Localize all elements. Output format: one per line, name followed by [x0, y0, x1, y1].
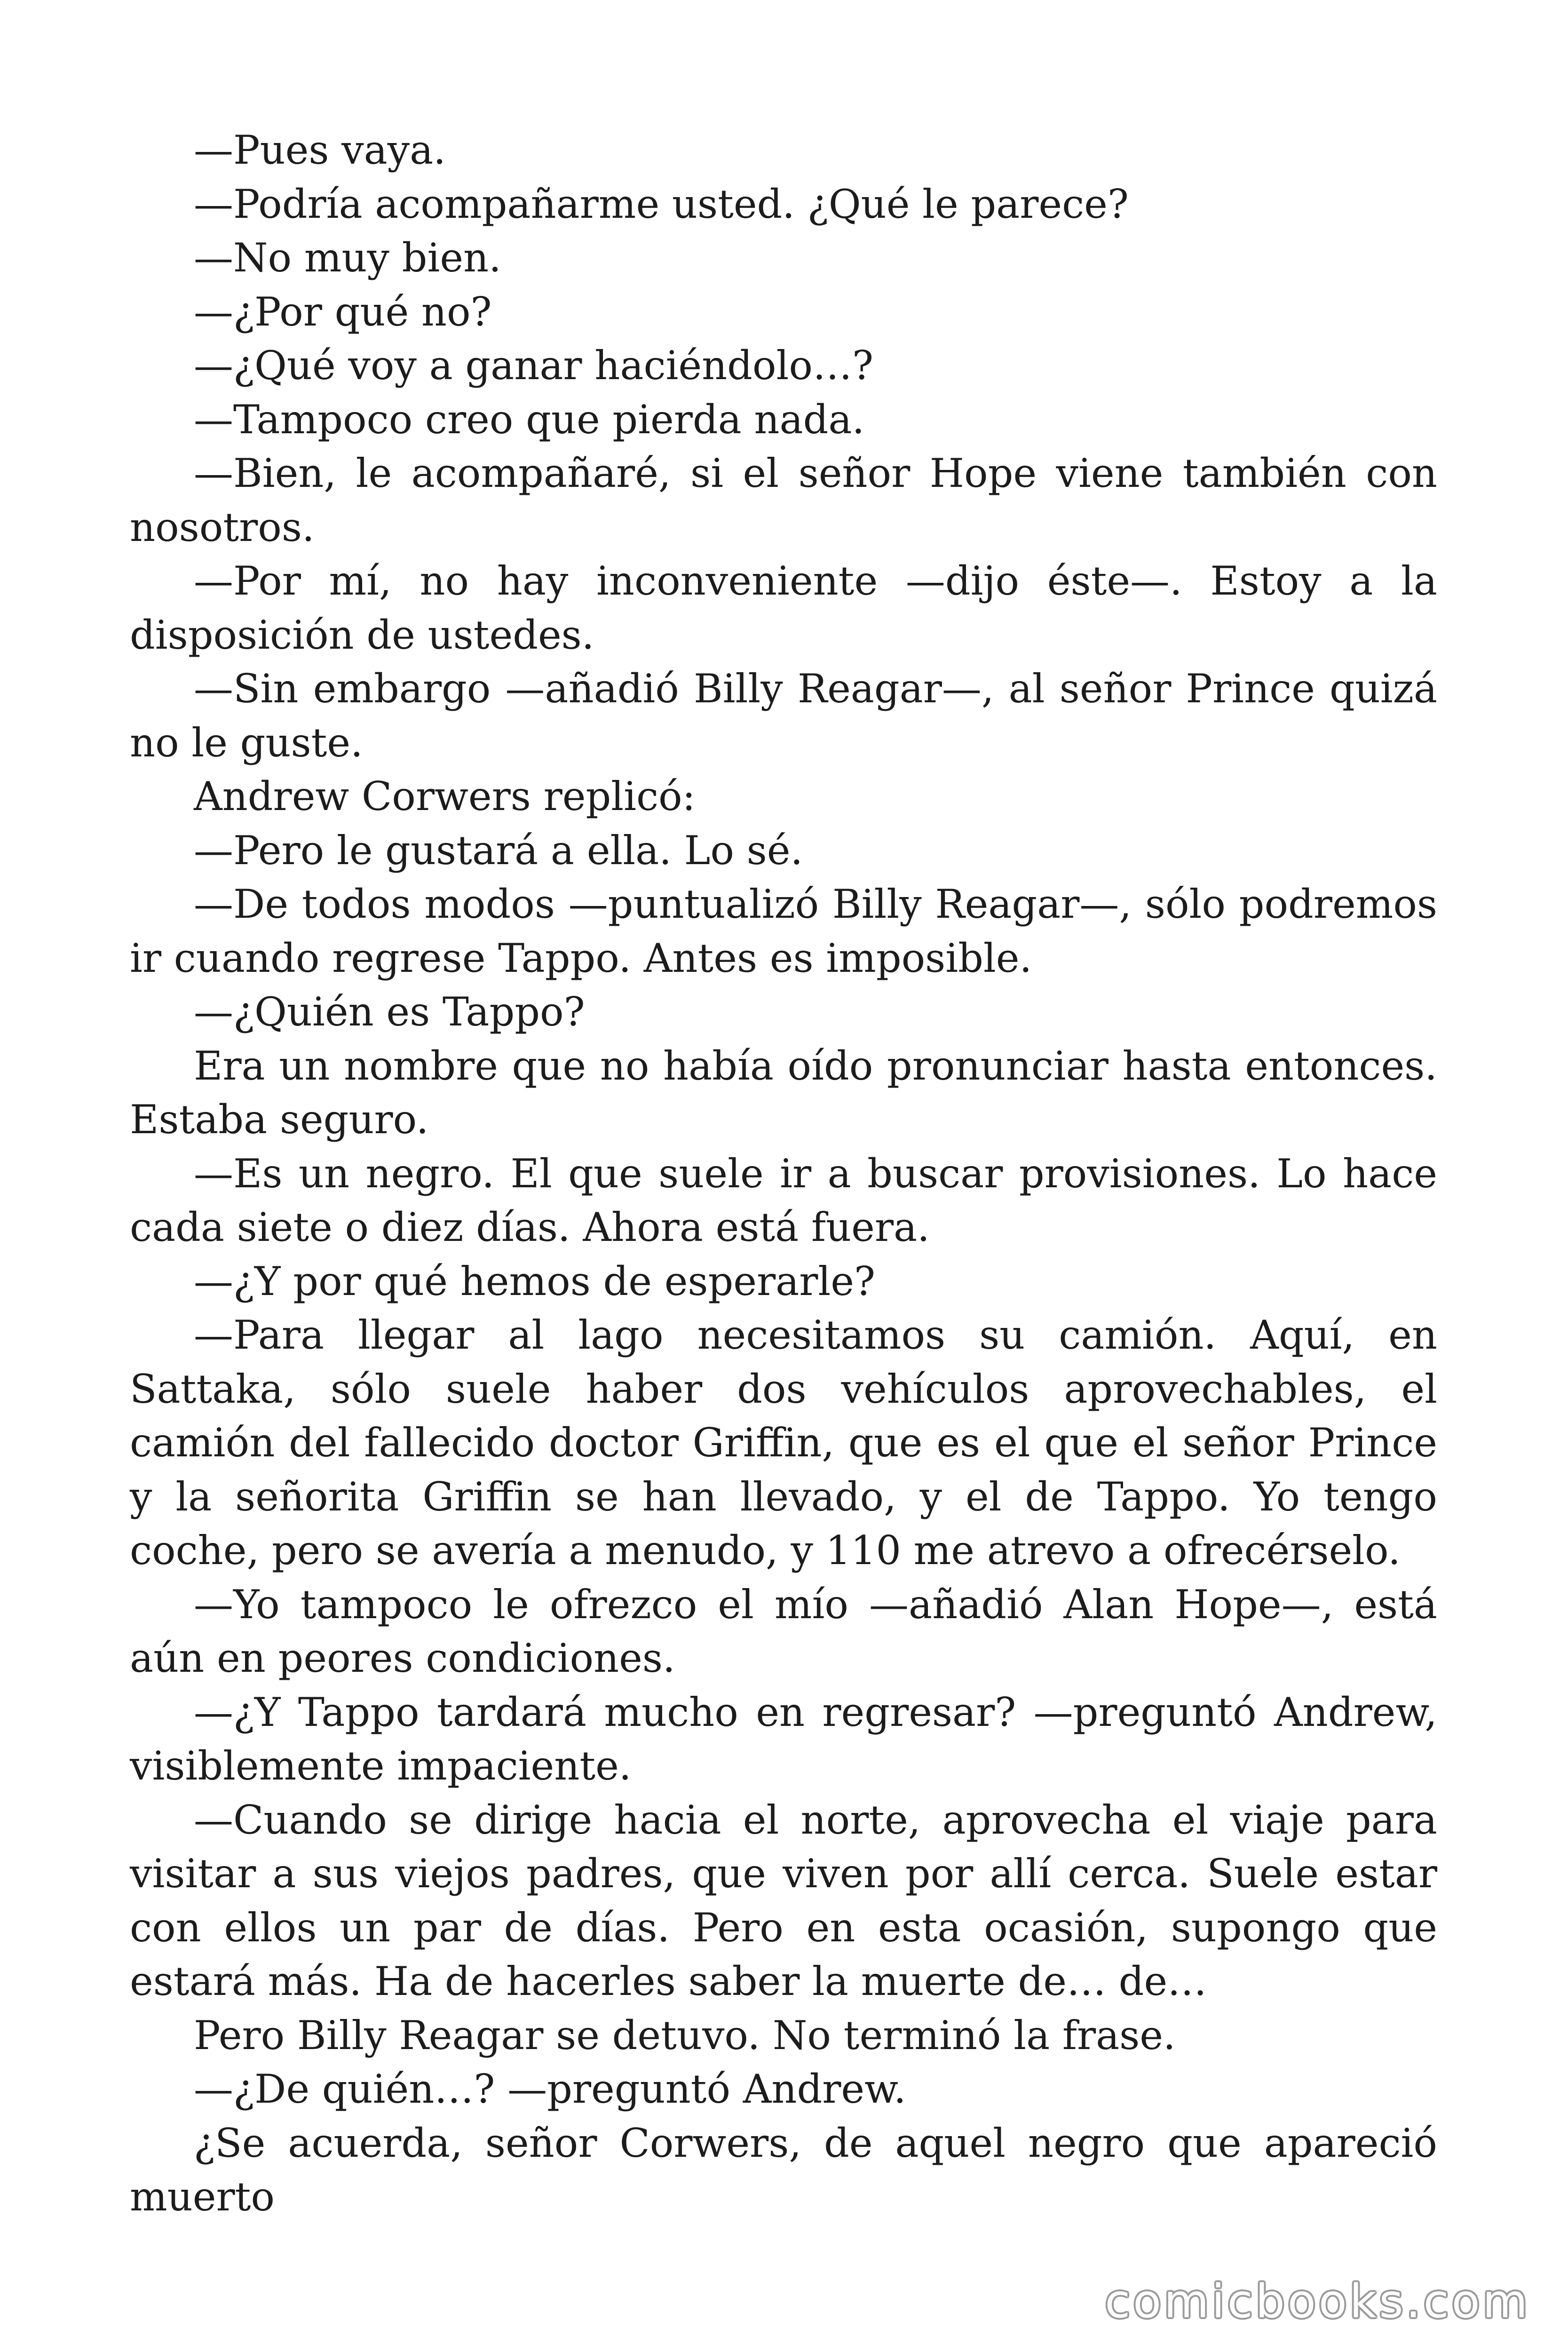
watermark: comicbooks.com	[1105, 2275, 1530, 2328]
paragraph: —¿Quién es Tappo?	[194, 989, 585, 1035]
paragraph: —Sin embargo —añadió Billy Reagar—, al señor Prince quizá no le guste.	[130, 666, 1437, 766]
paragraph: —Pero le gustará a ella. Lo sé.	[194, 827, 803, 874]
paragraph: Andrew Corwers replicó:	[194, 773, 696, 819]
body-text	[130, 123, 1437, 2224]
paragraph: —Bien, le acompañaré, si el señor Hope viene también con nosotros.	[130, 450, 1437, 550]
paragraph: Era un nombre que no había oído pronunciar hasta entonces. Estaba seguro.	[130, 1042, 1437, 1143]
paragraph: —Es un negro. El que suele ir a buscar provisiones. Lo hace cada siete o diez días. Ahora está fuera.	[130, 1150, 1437, 1250]
paragraph: —No muy bien.	[194, 235, 501, 281]
paragraph: —Pues vaya.	[194, 127, 446, 173]
paragraph: —Podría acompañarme usted. ¿Qué le parece?	[194, 181, 1129, 227]
paragraph: ¿Se acuerda, señor Corwers, de aquel negro que apareció muerto	[130, 2120, 1437, 2220]
paragraph: —¿Y Tappo tardará mucho en regresar? —preguntó Andrew, visiblemente impaciente.	[130, 1689, 1437, 1789]
paragraph: —De todos modos —puntualizó Billy Reagar—, sólo podremos ir cuando regrese Tappo. Antes es imposible.	[130, 881, 1437, 981]
paragraph: —Yo tampoco le ofrezco el mío —añadió Alan Hope—, está aún en peores condiciones.	[130, 1581, 1437, 1681]
paragraph: —¿Y por qué hemos de esperarle?	[194, 1258, 875, 1304]
paragraph: —Por mí, no hay inconveniente —dijo éste—. Estoy a la disposición de ustedes.	[130, 558, 1437, 658]
paragraph: —¿Por qué no?	[194, 288, 492, 335]
paragraph: —Para llegar al lago necesitamos su camión. Aquí, en Sattaka, sólo suele haber dos vehículos aprovechables, el camión del fallecido doctor Griffin, que es el que el señor Prince y la señorita Griffin se han llevado, y el de Tappo. Yo tengo coche, pero se avería a menudo, y 110 me atrevo a ofrecérselo.	[130, 1312, 1437, 1573]
paragraph: —¿Qué voy a ganar haciéndolo…?	[194, 342, 873, 389]
paragraph: —Tampoco creo que pierda nada.	[194, 396, 865, 443]
paragraph: —¿De quién…? —preguntó Andrew.	[194, 2066, 906, 2112]
paragraph: Pero Billy Reagar se detuvo. No terminó la frase.	[194, 2012, 1176, 2058]
paragraph: —Cuando se dirige hacia el norte, aprovecha el viaje para visitar a sus viejos padres, que viven por allí cerca. Suele estar con ellos un par de días. Pero en esta ocasión, supongo que estará más. Ha de hacerles saber la muerte de… de…	[130, 1796, 1437, 2004]
